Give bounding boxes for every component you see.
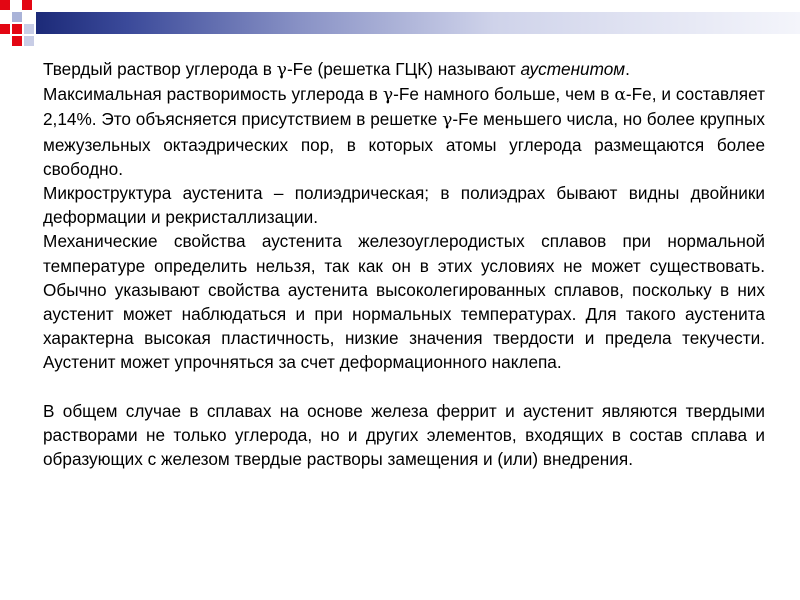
decor-square [24, 36, 34, 46]
header-gradient-bar [36, 12, 800, 34]
paragraph-austenite-definition: Твердый раствор углерода в γ-Fe (решетка ГЦК) называют аустенитом. [43, 59, 630, 80]
paragraph-mechanical-properties: Механические свойства аустенита железоуглеродистых сплавов при нормальной температуре определить нельзя, так как он в этих условиях не может существовать. Обычно указывают свойства аустенита высоколегированных сплавов, поскольку в них аустенит может наблюдаться и при нормальных температурах. Для такого аустенита характерна высокая пластичность, низкие значения твердости и предела текучести. Аустенит может упрочняться за счет деформационного наклепа. [43, 231, 765, 373]
paragraph-solubility: Максимальная растворимость углерода в γ-Fe намного больше, чем в α-Fe, и составляет 2,14%. Это объясняется присутствием в решетке γ-Fe меньшего числа, но более крупных межузельных октаэдрических пор, в которых атомы углерода размещаются более свободно. [43, 84, 765, 179]
slide-body [43, 57, 765, 471]
decor-square [22, 0, 32, 10]
decor-square [24, 24, 34, 34]
decor-square [12, 12, 22, 22]
decor-square [12, 36, 22, 46]
decor-square [12, 24, 22, 34]
decor-square [0, 0, 10, 10]
term-austenite: аустенитом [520, 59, 626, 79]
decor-square [0, 24, 10, 34]
paragraph-microstructure: Микроструктура аустенита – полиэдрическая; в полиэдрах бывают видны двойники деформации и рекристаллизации. [43, 183, 765, 228]
paragraph-general-case: В общем случае в сплавах на основе железа феррит и аустенит являются твердыми растворами не только углерода, но и других элементов, входящих в состав сплава и образующих с железом твердые растворы замещения и (или) внедрения. [43, 400, 765, 470]
